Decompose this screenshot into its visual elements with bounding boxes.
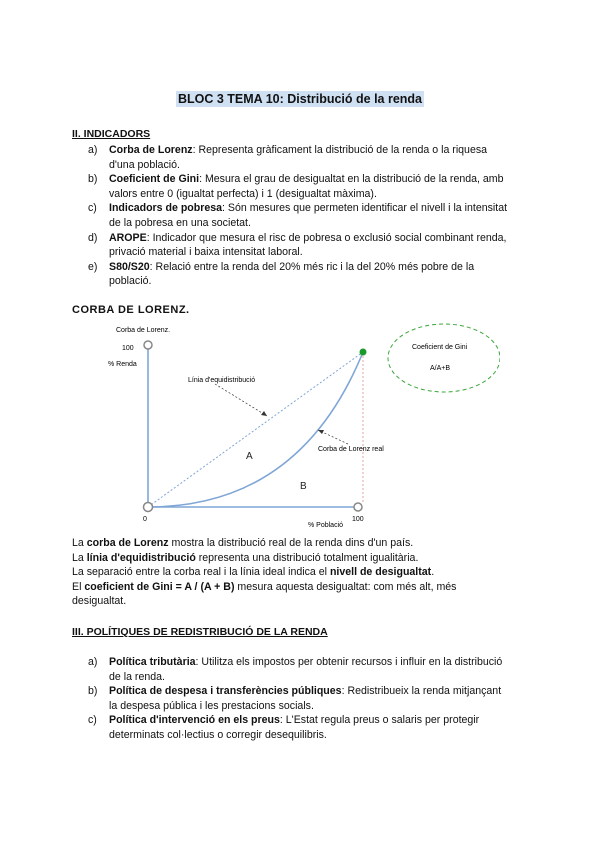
list-item: b) Coeficient de Gini: Mesura el grau de desigualtat en la distribució de la renda, amb valors entre 0 (igualtat perfecta) i 1 (desigualtat màxima). — [88, 173, 504, 200]
origin-marker — [144, 503, 153, 512]
y-axis-label: % Renda — [108, 361, 137, 368]
x-end-marker — [354, 503, 362, 511]
arrow-head-icon — [261, 411, 267, 416]
equality-label: Línia d'equidistribució — [188, 377, 256, 384]
gini-formula: A/A+B — [430, 365, 451, 372]
y-top-marker — [144, 341, 152, 349]
list-item: d) AROPE: Indicador que mesura el risc de pobresa o exclusió social combinant renda, privació material i baixa intensitat laboral. — [88, 231, 507, 259]
list-item: a) Corba de Lorenz: Representa gràficament la distribució de la renda o la riquesa d'una població. — [88, 144, 488, 171]
list-item: e) S80/S20: Relació entre la renda del 20% més ric i la del 20% més pobre de la població. — [88, 260, 475, 288]
end-point — [360, 349, 367, 356]
paragraph-line: La corba de Lorenz mostra la distribució real de la renda dins d'un país. — [72, 537, 414, 549]
section-heading-indicadors: II. INDICADORS — [72, 128, 151, 140]
lorenz-diagram — [100, 318, 500, 528]
equality-line — [148, 352, 363, 507]
area-b-label: B — [300, 481, 307, 492]
section-heading-politiques: III. POLÍTIQUES DE REDISTRIBUCIÓ DE LA RENDA — [72, 626, 328, 638]
x-end-label: 100 — [352, 516, 364, 523]
x-axis-label: % Població — [308, 522, 344, 528]
paragraph-line: La separació entre la corba real i la línia ideal indica el nivell de desigualtat. — [72, 566, 435, 579]
indicadors-list — [72, 143, 542, 289]
lorenz-explanation — [72, 536, 512, 609]
gini-title: Coeficient de Gini — [412, 344, 468, 351]
list-item: c) Indicadors de pobresa: Són mesures que permeten identificar el nivell i la intensitat de la pobresa en una societat. — [88, 202, 508, 229]
paragraph-line: El coeficient de Gini = A / (A + B) mesura aquesta desigualtat: com més alt, més desigualtat. — [72, 580, 457, 608]
arrow-head-icon — [318, 430, 324, 434]
equality-arrow — [215, 384, 267, 416]
y-axis-title: Corba de Lorenz. — [116, 327, 171, 334]
list-item: c) Política d'intervenció en els preus: L'Estat regula preus o salaris per protegir determinats col·lectius o corregir desequilibris. — [88, 714, 480, 741]
y-top-label: 100 — [122, 345, 134, 352]
section-heading-lorenz: CORBA DE LORENZ. — [72, 304, 190, 316]
real-curve-label: Corba de Lorenz real — [318, 446, 384, 453]
origin-label: 0 — [143, 516, 147, 523]
list-item: b) Política de despesa i transferències públiques: Redistribueix la renda mitjançant la despesa pública i les prestacions socials. — [88, 685, 502, 712]
paragraph-line: La línia d'equidistribució representa una distribució totalment igualitària. — [72, 551, 419, 564]
politiques-list — [72, 655, 542, 743]
area-a-label: A — [246, 451, 253, 462]
list-item: a) Política tributària: Utilitza els impostos per obtenir recursos i influir en la distribució de la renda. — [88, 656, 503, 683]
page-title: BLOC 3 TEMA 10: Distribució de la renda — [177, 92, 423, 106]
gini-ellipse — [388, 324, 500, 392]
